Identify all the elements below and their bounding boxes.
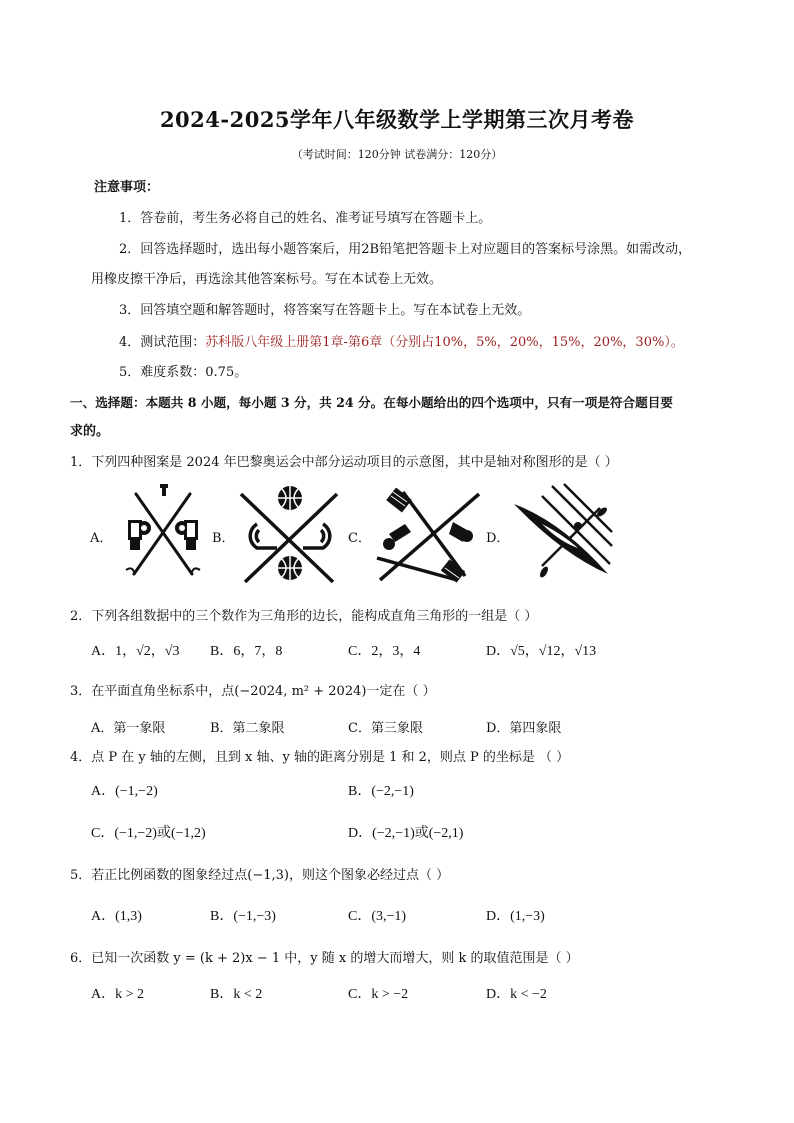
section-heading-line2: 求的。 <box>70 424 110 439</box>
q3-option-c: C．第三象限 <box>348 721 423 736</box>
q1-label-b: B． <box>212 531 235 546</box>
q5-option-a: A．(1,3) <box>91 909 142 924</box>
q1-label-d: D． <box>486 531 510 546</box>
notes-heading: 注意事项： <box>94 180 160 195</box>
q2-option-d: D．√5，√12，√13 <box>486 644 597 659</box>
q4-option-a: A．(−1,−2) <box>91 784 158 799</box>
note-4 <box>119 331 684 350</box>
exam-info: （考试时间：120分钟 试卷满分：120分） <box>291 148 503 161</box>
q6-option-b: B．k < 2 <box>210 987 263 1002</box>
q6-stem: 6．已知一次函数 y = (k + 2)x − 1 中，y 随 x 的增大而增大，则 k 的取值范围是（ ） <box>70 951 579 966</box>
q2-option-b: B．6，7，8 <box>210 644 283 659</box>
note-2a: 2．回答选择题时，选出每小题答案后，用2B铅笔把答题卡上对应题目的答案标号涂黑。如需改动， <box>119 242 692 257</box>
q1-stem: 1．下列四种图案是 2024 年巴黎奥运会中部分运动项目的示意图，其中是轴对称图形的是（ ） <box>70 455 618 470</box>
q3-option-a: A．第一象限 <box>91 721 166 736</box>
q2-option-c: C．2，3，4 <box>348 644 421 659</box>
canoe-icon <box>512 482 614 584</box>
q6-option-d: D．k < −2 <box>486 987 547 1002</box>
q6-option-a: A．k > 2 <box>91 987 145 1002</box>
q1-label-a: A． <box>90 531 113 546</box>
note-4-range: 苏科版八年级上册第1章-第6章（分别占10%，5%，20%，15%，20%，30%）。 <box>205 335 684 350</box>
q5-stem: 5．若正比例函数的图象经过点(−1,3)，则这个图象必经过点（ ） <box>70 868 450 883</box>
q1-badminton-image <box>375 488 485 584</box>
basketball-icon <box>237 484 343 584</box>
note-3: 3．回答填空题和解答题时，将答案写在答题卡上。写在本试卷上无效。 <box>119 303 531 318</box>
q5-option-b: B．(−1,−3) <box>210 909 276 924</box>
q3-stem: 3．在平面直角坐标系中，点(−2024, m² + 2024)一定在（ ） <box>70 684 436 699</box>
q2-stem: 2．下列各组数据中的三个数作为三角形的边长，能构成直角三角形的一组是（ ） <box>70 609 538 624</box>
q1-basketball-image <box>237 484 343 584</box>
q1-label-c: C． <box>348 531 371 546</box>
fencing-icon <box>116 482 210 582</box>
q2-option-a: A．1，√2，√3 <box>91 644 180 659</box>
q3-option-d: D．第四象限 <box>486 721 562 736</box>
q4-option-c: C．(−1,−2)或(−1,2) <box>91 826 206 841</box>
q4-option-b: B．(−2,−1) <box>348 784 414 799</box>
q1-canoe-image <box>512 482 614 584</box>
q5-option-c: C．(3,−1) <box>348 909 407 924</box>
note-1: 1．答卷前，考生务必将自己的姓名、准考证号填写在答题卡上。 <box>119 211 492 226</box>
q1-fencing-image <box>116 482 210 582</box>
q4-option-d: D．(−2,−1)或(−2,1) <box>348 826 464 841</box>
note-4-prefix: 4．测试范围： <box>119 335 206 350</box>
note-5: 5．难度系数：0.75。 <box>119 365 248 380</box>
q3-option-b: B．第二象限 <box>210 721 285 736</box>
page-title: 2024-2025学年八年级数学上学期第三次月考卷 <box>159 107 635 132</box>
badminton-icon <box>375 488 485 584</box>
q5-option-d: D．(1,−3) <box>486 909 545 924</box>
section-heading-line1: 一、选择题：本题共 8 小题，每小题 3 分，共 24 分。在每小题给出的四个选项中，只有一项是符合题目要 <box>70 395 673 410</box>
note-2b: 用橡皮擦干净后，再选涂其他答案标号。写在本试卷上无效。 <box>91 272 443 287</box>
q4-stem: 4．点 P 在 y 轴的左侧，且到 x 轴、y 轴的距离分别是 1 和 2，则点 P 的坐标是 （ ） <box>70 750 570 765</box>
q6-option-c: C．k > −2 <box>348 987 409 1002</box>
